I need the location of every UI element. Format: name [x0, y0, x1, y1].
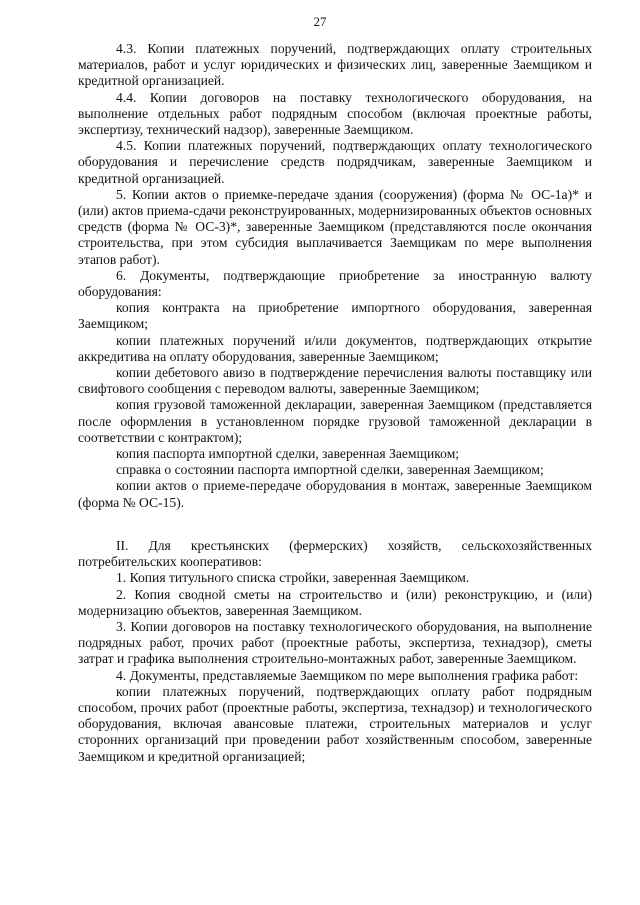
list-item-contract-copy: копия контракта на приобретение импортного оборудования, заверенная Заемщиком; — [78, 300, 592, 332]
section-heading-ii: II. Для крестьянских (фермерских) хозяйств, сельскохозяйственных потребительских кооперативов: — [78, 537, 592, 570]
list-item-installation-acts: копии актов о приеме-передаче оборудования в монтаж, заверенные Заемщиком (форма № ОС-15). — [78, 478, 592, 510]
paragraph-4-5: 4.5. Копии платежных поручений, подтверждающих оплату технологического оборудования и перечисление средств подрядчикам, заверенные Заемщиком и кредитной организацией. — [78, 138, 592, 186]
page-number: 27 — [313, 14, 327, 29]
document-body — [78, 41, 592, 765]
list-item-payment-orders-works: копии платежных поручений, подтверждающих оплату работ подрядным способом, прочих работ (проектные работы, экспертиза, технадзор) и технологического оборудования, включая авансовые платежи, строительных материалов и услуг сторонних организаций при проведении работ хозяйственным способом, заверенные Заемщиком и кредитной организацией; — [78, 683, 592, 764]
paragraph-6: 6. Документы, подтверждающие приобретение за иностранную валюту оборудования: — [78, 267, 592, 300]
list-item-import-passport: копия паспорта импортной сделки, заверенная Заемщиком; — [116, 446, 460, 462]
list-item-passport-status: справка о состоянии паспорта импортной сделки, заверенная Заемщиком; — [116, 462, 544, 478]
paragraph-4-3: 4.3. Копии платежных поручений, подтверждающих оплату строительных материалов, работ и услуг юридических и физических лиц, заверенные Заемщиком и кредитной организацией. — [78, 41, 592, 89]
list-item-payment-orders: копии платежных поручений и/или документов, подтверждающих открытие аккредитива на оплату оборудования, заверенные Заемщиком; — [78, 332, 592, 364]
paragraph-4-4: 4.4. Копии договоров на поставку технологического оборудования, на выполнение отдельных работ подрядным способом (включая проектные работы, экспертизу, технический надзор), заверенные Заемщиком. — [78, 89, 592, 138]
paragraph-ii-1: 1. Копия титульного списка стройки, заверенная Заемщиком. — [116, 570, 470, 586]
paragraph-ii-2: 2. Копия сводной сметы на строительство и (или) реконструкцию, и (или) модернизацию объектов, заверенная Заемщиком. — [78, 586, 592, 618]
paragraph-ii-4: 4. Документы, представляемые Заемщиком по мере выполнения графика работ: — [116, 667, 579, 683]
list-item-customs-declaration: копия грузовой таможенной декларации, заверенная Заемщиком (представляется после оформления в установленном порядке грузовой таможенной декларации в соответствии с контрактом); — [78, 397, 592, 445]
paragraph-ii-3: 3. Копии договоров на поставку технологического оборудования, на выполнение подрядных работ, прочих работ (проектные работы, экспертиза, технадзор), сметы затрат и графика выполнения строительно-монтажных работ, заверенные Заемщиком. — [78, 618, 592, 667]
section-gap — [78, 511, 592, 538]
list-item-debit-advice: копии дебетового авизо в подтверждение перечисления валюты поставщику или свифтового сообщения с переводом валюты, заверенные Заемщиком; — [78, 365, 592, 397]
paragraph-5: 5. Копии актов о приемке-передаче здания (сооружения) (форма № ОС-1а)* и (или) актов приема-сдачи реконструированных, модернизированных объектов основных средств (форма № ОС-3)*, заверенные Заемщиком (представляются после окончания строительства, при этом субсидия выплачивается Заемщикам по мере выполнения этапов работ). — [78, 186, 592, 267]
